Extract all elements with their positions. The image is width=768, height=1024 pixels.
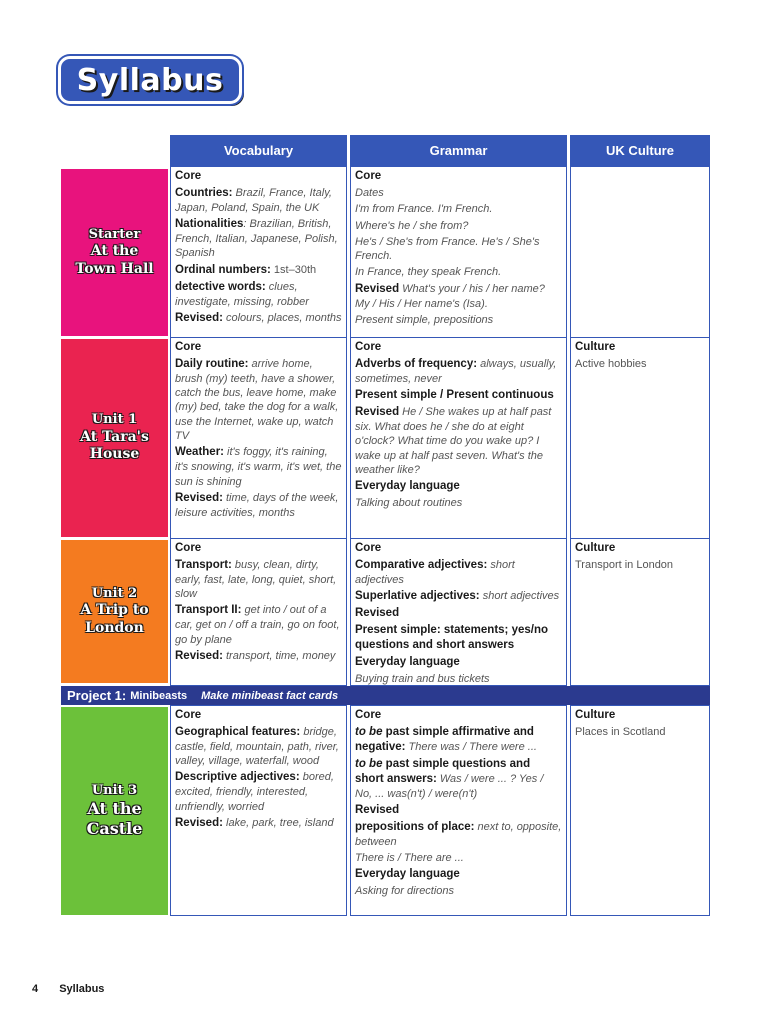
cell-paragraph [175, 280, 342, 309]
cell-paragraph [355, 757, 562, 801]
cell-paragraph [355, 655, 562, 670]
cell-paragraph [575, 541, 705, 556]
bold-term: past simple questions and short answers: [355, 757, 531, 785]
cell-grammar-unit3 [350, 705, 567, 916]
bold-term: Core [175, 170, 202, 182]
cell-paragraph [175, 186, 342, 215]
cell-paragraph [175, 816, 342, 831]
bold-term: Nationalities [175, 218, 244, 231]
cell-paragraph [355, 725, 562, 755]
header-grammar: Grammar [350, 135, 567, 166]
cell-paragraph [175, 603, 342, 647]
header-uk-culture: UK Culture [570, 135, 710, 166]
project-bar [61, 686, 710, 705]
italic-examples: Present simple, prepositions [355, 313, 494, 326]
bold-term: Culture [575, 542, 616, 554]
unit-label-line1: Unit 2 [91, 585, 138, 601]
bold-term: Comparative adjectives: [355, 558, 488, 571]
cell-vocab-starter [170, 166, 347, 338]
cell-paragraph [175, 263, 342, 278]
cell-paragraph [355, 851, 562, 865]
unit-label-line3: London [85, 619, 144, 636]
cell-vocab-unit1 [170, 337, 347, 539]
cell-grammar-unit2 [350, 538, 567, 686]
bold-term: Revised: [175, 491, 223, 504]
cell-paragraph [175, 708, 342, 723]
cell-paragraph [175, 445, 342, 489]
italic-examples: always, usually, sometimes, never [355, 357, 557, 385]
cell-paragraph [575, 357, 705, 371]
cell-grammar-unit1 [350, 337, 567, 539]
italic-examples: transport, time, money [222, 650, 336, 662]
bold-term: past simple affirmative and negative: [355, 725, 534, 753]
cell-paragraph [355, 313, 562, 327]
bold-term: detective words: [175, 280, 266, 293]
unit-label-line3: Castle [86, 819, 143, 839]
plain-text: Places in Scotland [575, 725, 666, 738]
project-name: Minibeasts [130, 689, 188, 702]
italic-examples: He's / She's from France. He's / She's French. [355, 235, 540, 263]
italic-examples: short adjectives [479, 590, 560, 603]
cell-paragraph [355, 357, 562, 386]
cell-paragraph [175, 770, 342, 814]
cell-paragraph [355, 282, 562, 311]
cell-paragraph [175, 649, 342, 664]
bold-term: Everyday language [355, 655, 460, 668]
bold-term: Transport II: [175, 604, 242, 617]
bold-term: Descriptive adjectives: [175, 771, 300, 784]
italic-examples: it's foggy, it's raining, it's snowing, it's warm, it's wet, the sun is shining [175, 446, 342, 488]
cell-grammar-starter [350, 166, 567, 338]
italic-examples: get into / out of a car, get on / off a train, go on foot, go by plane [175, 604, 340, 646]
italic-examples: : Brazilian, British, French, Italian, Japanese, Polish, Spanish [175, 218, 338, 260]
bold-term: Daily routine: [175, 357, 249, 370]
cell-paragraph [175, 491, 342, 520]
unit-label-line1: Unit 1 [91, 412, 138, 428]
cell-paragraph [175, 558, 342, 602]
italic-examples: lake, park, tree, island [222, 817, 334, 829]
bold-term: Revised [355, 803, 400, 816]
italic-examples: Was / were ... ? Yes / No, ... was(n't) / were(n't) [355, 772, 544, 800]
italic-examples: He / She wakes up at half past six. What does he / she do at eight o'clock? What time do you wake up? I wake up at half past seven. What's the weather like? [355, 406, 552, 476]
unit-label-line2: At the [90, 243, 139, 260]
italic-examples: Asking for directions [355, 885, 455, 898]
bold-term: Everyday language [355, 480, 460, 493]
cell-paragraph [175, 311, 342, 326]
bold-term: to be [355, 725, 383, 738]
italic-examples: bored, excited, friendly, interested, unfriendly, worried [175, 771, 334, 813]
cell-paragraph [355, 884, 562, 898]
bold-term: Core [175, 341, 202, 353]
bold-term: Culture [575, 709, 616, 721]
project-description: Make minibeast fact cards [201, 689, 339, 702]
italic-examples: clues, investigate, missing, robber [175, 280, 309, 308]
cell-paragraph [355, 202, 562, 216]
italic-examples: Where's he / she from? [355, 219, 469, 232]
bold-term: Transport: [175, 558, 232, 571]
bold-term: Present simple: statements; yes/no questions and short answers [355, 624, 549, 651]
unit-label-unit1 [61, 339, 168, 537]
bold-term: Adverbs of frequency: [355, 357, 478, 370]
cell-culture-unit3 [570, 705, 710, 916]
bold-term: Revised [355, 406, 400, 419]
cell-paragraph [355, 589, 562, 604]
unit-label-line2: At Tara's [80, 428, 149, 445]
bold-term: Superlative adjectives: [355, 590, 480, 603]
cell-paragraph [355, 219, 562, 233]
unit-label-line1: Unit 3 [91, 782, 138, 798]
cell-paragraph [355, 558, 562, 587]
italic-examples: bridge, castle, field, mountain, path, river, valley, village, waterfall, wood [175, 725, 339, 768]
cell-paragraph [355, 820, 562, 849]
italic-examples: I'm from France. I'm French. [355, 203, 493, 216]
italic-examples: next to, opposite, between [355, 820, 562, 848]
bold-term: Revised [355, 282, 400, 295]
unit-label-line3: House [89, 446, 140, 463]
bold-term: Core [355, 709, 382, 721]
cell-paragraph [575, 340, 705, 355]
cell-paragraph [175, 217, 342, 261]
cell-paragraph [355, 235, 562, 264]
italic-examples: Dates [355, 186, 384, 199]
italic-examples: What's your / his / her name? My / His / Her name's (Isa). [355, 282, 545, 310]
unit-label-line1: Starter [88, 226, 141, 242]
cell-paragraph [355, 186, 562, 200]
italic-examples: busy, clean, dirty, early, fast, late, long, quiet, short, slow [175, 558, 337, 601]
bold-term: Revised: [175, 817, 223, 829]
cell-paragraph [355, 405, 562, 477]
bold-term: Everyday language [355, 868, 460, 881]
cell-culture-unit1 [570, 337, 710, 539]
bold-term: Revised [355, 607, 400, 620]
italic-examples: colours, places, months [222, 311, 342, 324]
bold-term: Revised: [175, 650, 223, 662]
italic-examples: In France, they speak French. [355, 266, 502, 279]
bold-term: Weather: [175, 446, 224, 459]
italic-examples: There was / There were ... [405, 740, 537, 753]
italic-examples: time, days of the week, leisure activities, months [175, 491, 339, 519]
bold-term: Core [355, 341, 382, 353]
italic-examples: Talking about routines [355, 497, 463, 510]
cell-paragraph [355, 388, 562, 403]
plain-text: Transport in London [575, 558, 674, 571]
italic-examples: There is / There are ... [355, 852, 464, 865]
cell-paragraph [175, 357, 342, 443]
bold-term: Present simple / Present continuous [355, 389, 554, 402]
bold-term: Geographical features: [175, 725, 301, 738]
bold-term: Core [175, 709, 202, 721]
page-title: Syllabus [58, 56, 242, 104]
cell-paragraph [175, 169, 342, 184]
cell-paragraph [175, 725, 342, 769]
page-number: 4 [32, 983, 39, 995]
plain-text: Active hobbies [575, 357, 647, 370]
bold-term: Ordinal numbers: [175, 263, 271, 276]
cell-paragraph [355, 672, 562, 686]
cell-paragraph [355, 803, 562, 818]
bold-term: Core [355, 170, 382, 182]
bold-term: Core [355, 542, 382, 554]
cell-paragraph [575, 708, 705, 723]
bold-term: Countries: [175, 186, 233, 199]
cell-paragraph [355, 340, 562, 355]
bold-term: prepositions of place: [355, 820, 475, 833]
cell-paragraph [355, 708, 562, 723]
plain-text: 1st–30th [270, 263, 317, 276]
header-vocabulary: Vocabulary [170, 135, 347, 166]
page-footer [32, 983, 122, 995]
cell-paragraph [355, 606, 562, 621]
bold-term: Revised: [175, 311, 223, 324]
italic-examples: Brazil, France, Italy, Japan, Poland, Spain, the UK [175, 186, 332, 214]
unit-label-unit2 [61, 540, 168, 683]
cell-paragraph [355, 265, 562, 279]
unit-label-starter [61, 169, 168, 336]
project-label: Project 1: [67, 688, 127, 703]
cell-paragraph [355, 623, 562, 653]
unit-label-line3: Town Hall [75, 260, 154, 277]
unit-label-line2: At the [87, 799, 142, 819]
bold-term: Core [175, 542, 202, 554]
bold-term: Culture [575, 341, 616, 353]
unit-label-line2: A Trip to [80, 602, 149, 619]
cell-vocab-unit3 [170, 705, 347, 916]
cell-culture-starter [570, 166, 710, 338]
unit-label-unit3 [61, 707, 168, 915]
italic-examples: short adjectives [355, 558, 515, 586]
cell-vocab-unit2 [170, 538, 347, 686]
cell-paragraph [355, 169, 562, 184]
italic-examples: arrive home, brush (my) teeth, have a shower, catch the bus, leave home, make (my) bed, take the dog for a walk, use the Internet, wake up, watch TV [175, 357, 339, 443]
cell-paragraph [355, 496, 562, 510]
footer-section: Syllabus [59, 983, 105, 995]
cell-paragraph [355, 867, 562, 882]
italic-examples: Buying train and bus tickets [355, 672, 490, 685]
cell-paragraph [175, 541, 342, 556]
cell-paragraph [175, 340, 342, 355]
cell-paragraph [355, 479, 562, 494]
cell-culture-unit2 [570, 538, 710, 686]
cell-paragraph [575, 558, 705, 572]
cell-paragraph [355, 541, 562, 556]
bold-term: to be [355, 757, 383, 770]
cell-paragraph [575, 725, 705, 739]
